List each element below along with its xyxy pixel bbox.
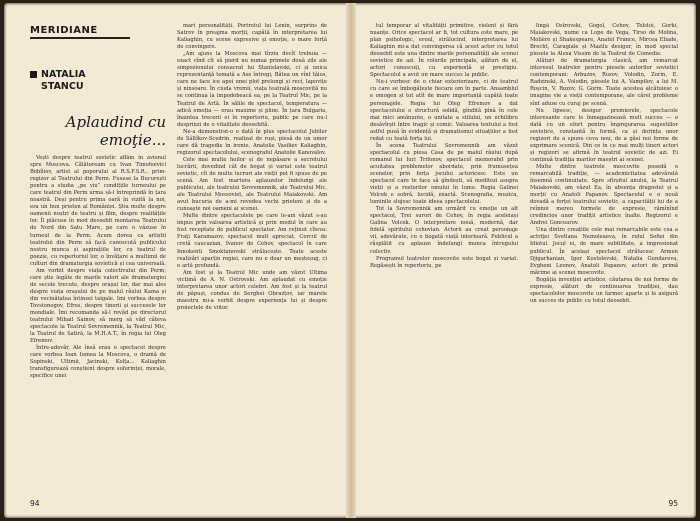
paragraph: Multe dintre spectacolele pe care le-am văzut s-au impus prin valoarea artistică și prin modul în care au fost receptate de publicul spectator. Am reținut cîteva: Frați Karamazov, spectacol mult apreciat, Cercul de cretă caucazian, Ivanov de Cehov, spectacol în care Innokenti Smoktunovski strălucește. Toate aceste realizări aparțin regiei, care nu e doar un meșteșug, ci o artă profundă.: [177, 213, 327, 269]
author-byline: [30, 69, 120, 93]
section-label: MERIDIANE: [30, 25, 130, 39]
paragraph: Între-adevăr, Ale însă erau o spectacol despre care vorbea Ioan Iumea la Moscova, o dramă de Sopinski, Ultimii, Jacinski, Kolța... Kaliaghin transfigurează conștient despre suferinței, morale, specifice unei: [30, 345, 166, 380]
paragraph: Am fost și la Teatrul Mic unde am văzut Ultima victimă de A. N. Ostrovski. Am aplaudat cu emoție interpretarea unor actori celebri. Am fost și la teatrul de păpuși, condus de Serghei Obrazțov, iar marele maestru mi-a vorbit despre experiența lui și despre proiectele de viitor.: [177, 269, 327, 311]
paragraph: Multe dintre teatrele moscovite posedă o remarcabilă tradiție, — academicitatea adevărată însemnă continuitate. Spre sfîrșitul anului, la Teatrul Maiakovski, am văzut Ea, în absența dragostei și a morții cu Anatoli Papanov. Spectacolul e o nouă dovadă a forței teatrului sovietic, a capacității lui de a reînnoi mereu formele de expresie, rămînînd credincios unor tradiții artistice înalte. Regizorul e Andrei Goncearov.: [530, 163, 678, 227]
paragraph: Ne-a demonstrat-o o dată în plus spectacolul Jubiler de Săltîkov-Scedrin, realizat de ruși, piesă de un umor care dă tragedie în ironie. Anatolie Vasiliev Kaliaghin, regizorul spectacolului, scenograful Anatolie Kanovalov.: [177, 128, 327, 156]
paragraph: tul temporar al vitalității primitive, violent și fără nuanțe. Orice spectacol ar fi, tot cultura este mare, pe plan psihologic, eroul, strălucind, interpretarea lui Kaliaghin mi-a dat convingerea că acest actor cu totul deosebit este una dintre marile personalități ale scenei sovietice de azi. În rolurile principale, alături de el, actori cunoscuți, cu experiență și prestigiu. Spectacolul a avut un mare succes la public.: [370, 23, 518, 79]
paragraph: lîngă Ostrovski, Gogol, Cehov, Tolstoi, Gorki, Maiakovski, nume ca Lope de Vega, Tirso de Molina, Molière și Shakespeare, Anatol France, Mircea Eliade, Brecht, Caragiale și Mazilu desigur, în mod special piesele la Alexa Vissim de la Teatrul de Comedie.: [530, 23, 678, 58]
right-page-column-1: [370, 23, 518, 495]
paragraph: „Am ajuns la Moscova mai tîrziu decît trebuia — exact cînd cît să pierd nu numai primele două zile ale simpozionului consacrat lui Stanislavski, ci și unica reprezentanță tomată a Ase întregi, Bătea un vînt tăios, care ne face ice apoi unei plot prelungi și reci, lapovițe și ninsoare. În ciuda vremii, viața teatrală moscovită nu se continua la impodobeacă ea, pe la Teatrul Mic, pe la Teatrul de Artă. În sălile de spectacol, temperatura — adică emoția — erau maxime și pline. În țara Bulgaria, înaintea trecerii ei în repertoriu, public pe care nu-l desprinzi de o vitalitate deosebită.: [177, 51, 327, 128]
article-title: Aplaudind cu emoţie...: [65, 113, 166, 149]
paragraph: În scena Teatrului Sovremennik am văzut spectacolul cu piesa Casa de pe malul râului după romanul lui Iuri Trifonov, spectacol memorabil prin acuitatea problemelor abordate, prin frumusețea scenelor, prin forța jocului actoricesc. Este un spectacol care te face să gîndești, să meditezi asupra vieții și a rosturilor omului în lume. Regia Galinei Volcek e sobră, lucidă, exactă. Scenografia, muzica, luminile slujesc toate ideea spectacolului.: [370, 142, 518, 206]
paragraph: mari personalități. Portretul lui Lenin, surprins de Satrov în preajma morții, capătă în interpretarea lui Kaliaghin, cu scene expresive și emoție, o mare forță de convingere.: [177, 23, 327, 51]
left-page-column-1: [30, 155, 166, 495]
paragraph: Programul teatrelor moscovite este bogat și variat. Regăsești în repertoriu, pe: [370, 255, 518, 269]
right-page-column-2: [530, 23, 678, 495]
paragraph: Vești despre teatrul sovietic aflăm în avionul spre Moscova. Călătoream cu Ivan Timofeevici Bobîliov, artist al poporului al R.S.F.S.R., prim-regizor al Teatrului din Perm. Fusese la București pentru a studia „pe viu” condițiile turneului pe care teatrul din Perm urma să-l întreprindă în țara noastră. Deși pentru prima oară în vizită la noi, era un bun prieten al României. Știa multe despre oamenii noștri de teatru și film, despre realitățile lor. Îl plăcuse în mod deosebit montarea Teatrului de Nord din Satu Mare, pe care o văzuse în turneul de la Perm. Acum dorea ca artiștii teatrului din Perm să facă cunoscută publicului nostru munca și aspirațiile lor, cu teatrul de poezie, cu repertoriul lor, o învățare a multimii de culturi din dramaturgia sovietică și cea universală.: [30, 155, 166, 267]
page-number-right: 95: [668, 499, 678, 508]
right-page: [356, 3, 696, 518]
page-number-left: 94: [30, 499, 40, 508]
paragraph: Nu-i vorbesc de o chiar exteriorizare, ci de teatrul cu care se îmbogățește fiecare om în parte. Ansamblul e omogen și tot atît de mare importanță capătă toate personajele. Regia lui Oleg Efremov a dat spectacolului o structură solidă, gîndită pînă în cele mai mici amănunte, o unitate a stilului, un echilibru desăvîrșit între tragic și comic. Valoarea textului a fost astfel pusă în evidență și dramatismul situațiilor a fost redat cu toată forța lui.: [370, 79, 518, 142]
paragraph: Cele mai multe hoilor și de nepăsare a secretului lucrării, dovedind cât de bogat și variat este teatrul sovietic, cît de multe lucruri ale vieții pot fi spuse de pe scenă. Am fost martora aplauzelor îndelungi ale publicului, ale teatrului Sovremennik, ale Teatrului Mic, ale Teatrului Mossoviet, ale Teatrului Maiakovski. Am avut bucuria de a-mi revedea vechi prieteni și de a cunoaște noi oameni ai scenei.: [177, 156, 327, 213]
paragraph: Nu lipsesc, desigur premierele, spectacole interesante care le înmagazinează mult succes — o dată cu un efort pentru împrejurarea sugestiilor sovietice, constantă în formă, ca și dorința unor regizori de a spune ceva nou, de a găsi noi forme de exprimare scenică. Din ce în ce mai mulți tineri actori și regizori se afirmă în teatrul sovietic de azi. Ei continuă tradiția marilor maeștri ai scenei.: [530, 107, 678, 163]
byline-square-icon: [30, 71, 37, 78]
author-first-name: NATALIA: [41, 69, 86, 80]
left-page-column-2: [177, 23, 327, 495]
book-spread: [4, 3, 696, 518]
left-page: [4, 3, 346, 518]
paragraph: Bogăția invenției artistice, căutarea de noi forme de expresie, alături de continuarea tradiției, dau spectacolelor moscovite un farmec aparte și le asigură un succes de public cu totul deosebit.: [530, 276, 678, 304]
paragraph: Am vorbit despre viața colectivului din Perm, care știe legăte de marile valori ale dramaturgiei de secole trecute, despre orașul lor, dar mai ales despre viața orașului de pe malul râului Kama și din vecinătatea întinsei taigale. Imi vorbea despre Tovstonogov, Efros, despre tinerii și succesele lor mondiale. Îmi recomanda să-l revăd pe directorul teatrului Mihail Sainov, să merg să văd câteva spectacole la Teatrul Sovremennik, la Teatrul Mic, la Teatrul de Satiră, la M.H.A.T., în regia lui Oleg Efremov.: [30, 267, 166, 345]
paragraph: Alături de dramaturgia clasică, am remarcat interesul teatrelor pentru piesele autorilor sovietici contemporani: Arbuzov, Rozov, Volodin, Zorin, E. Radzinski, A. Volodin, piesele lui A. Vampilov, a lui M. Roșcin, V. Rozov, G. Gorin. Toate acestea alcătuiesc o imagine vie a vieții contemporane, ale cărei probleme sînt aduse cu curaj pe scenă.: [530, 58, 678, 107]
author-last-name: STANCU: [41, 81, 84, 92]
paragraph: Tot la Sovremennik am urmărit cu emoție un alt spectacol, Trei surori de Cehov, în regia aceleiași Galina Volcek. O interpretare nouă, modernă, dar fidelă spiritului cehovian. Actorii au creat personaje vii, adevărate, cu o bogată viață interioară. Publicul a răsplătit cu aplauze îndelungi munca întregului colectiv.: [370, 206, 518, 255]
paragraph: Una dintre creațiile cele mai remarcabile este cea a actriței Svetlana Nemoleaeva, în rolul Sofiei din Idiotul. Jocul ei, de mare subtilitate, a impresionat publicul. În același spectacol strălucesc Armen Djigarhanian, Igor Kostolevski, Natalia Gundareva, Evgheni Leonov, Anatoli Papanov, actori de primă mărime ai scenei moscovite.: [530, 227, 678, 276]
book-gutter: [346, 3, 356, 518]
